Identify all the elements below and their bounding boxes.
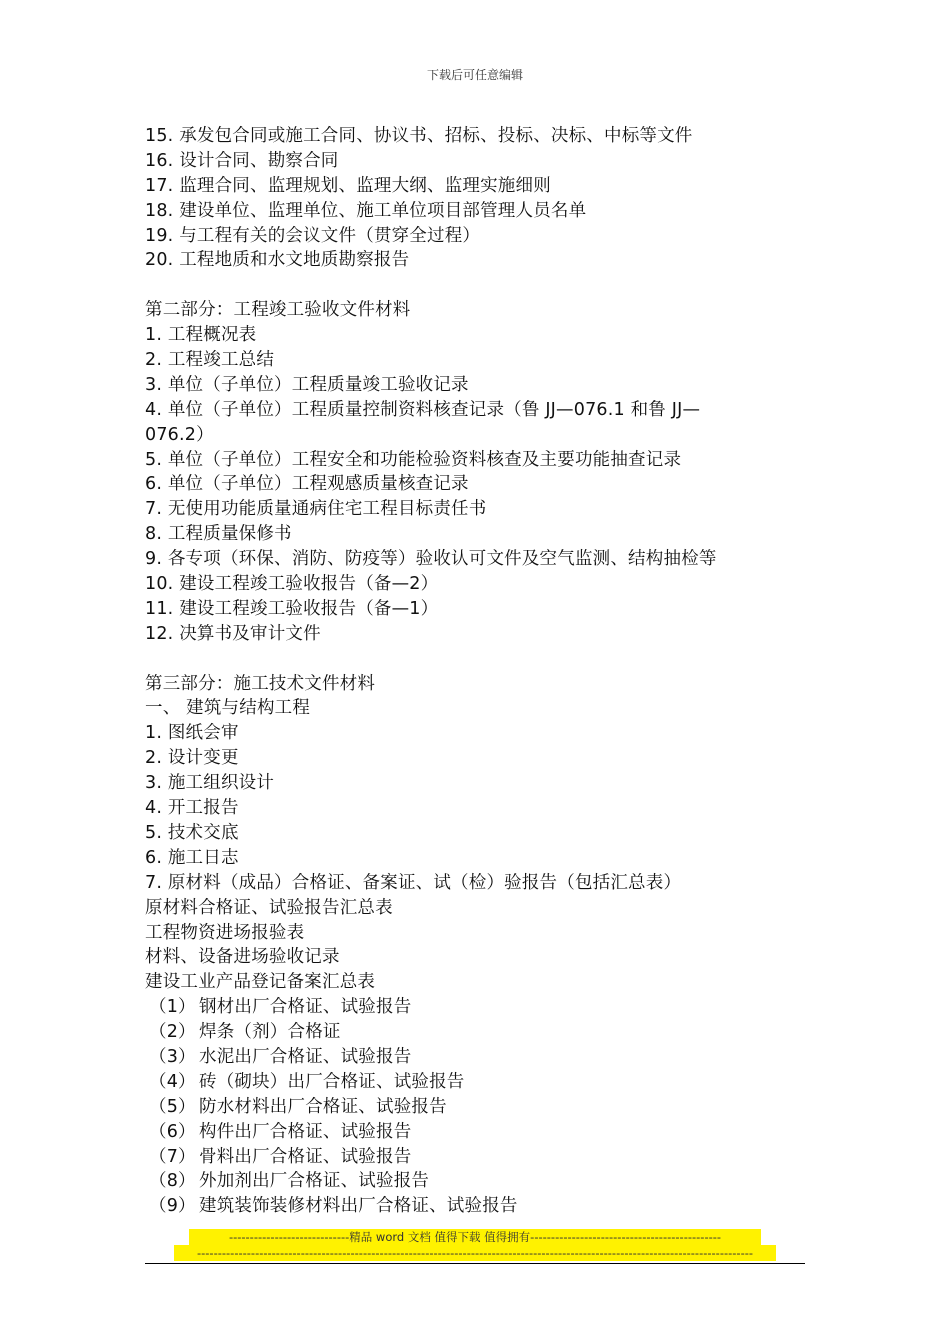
document-line: 2. 工程竣工总结 [145, 350, 275, 371]
sub-list-text: 砖（砌块）出厂合格证、试验报告 [199, 1071, 465, 1092]
sub-list-number: （9） [149, 1196, 196, 1217]
footer-dash-line [0, 1245, 950, 1264]
document-line: 15. 承发包合同或施工合同、协议书、招标、投标、决标、中标等文件 [145, 126, 693, 146]
sub-list-item [145, 1045, 785, 1070]
sub-list-text: 外加剂出厂合格证、试验报告 [199, 1171, 430, 1192]
document-line: 9. 各专项（环保、消防、防疫等）验收认可文件及空气监测、结构抽检等 [145, 549, 717, 570]
sub-list-number: （3） [149, 1046, 196, 1067]
document-line: 2. 设计变更 [145, 748, 239, 769]
document-line: 19. 与工程有关的会议文件（贯穿全过程） [145, 225, 481, 246]
sub-list-number: （6） [149, 1121, 196, 1142]
document-line: 工程物资进场报验表 [145, 922, 305, 943]
document-line: 16. 设计合同、勘察合同 [145, 150, 339, 171]
sub-list-number: （8） [149, 1171, 196, 1192]
sub-list-number: （4） [149, 1071, 196, 1092]
footer-dash-text: -------------------------------------------------------------------------------------------------------------------------------------- [174, 1245, 776, 1261]
document-line: 材料、设备进场验收记录 [145, 947, 340, 968]
document-line: 3. 施工组织设计 [145, 773, 275, 794]
sub-list-text: 构件出厂合格证、试验报告 [199, 1121, 412, 1142]
document-line: 6. 施工日志 [145, 847, 239, 868]
document-line: 建设工业产品登记备案汇总表 [145, 972, 376, 993]
document-line: 17. 监理合同、监理规划、监理大纲、监理实施细则 [145, 175, 551, 196]
footer-banner-text: -----------------------------精品 word 文档 值得下载 值得拥有---------------------------------------------- [189, 1229, 761, 1245]
document-line: 一、 建筑与结构工程 [145, 698, 311, 719]
document-line: 原材料合格证、试验报告汇总表 [145, 897, 393, 918]
sub-list-text: 水泥出厂合格证、试验报告 [199, 1046, 412, 1067]
sub-list-item [145, 1020, 785, 1045]
document-line: 第二部分：工程竣工验收文件材料 [145, 300, 411, 321]
document-line: 20. 工程地质和水文地质勘察报告 [145, 250, 410, 271]
blank-line [145, 647, 785, 672]
document-line: 12. 决算书及审计文件 [145, 623, 321, 644]
document-line: 11. 建设工程竣工验收报告（备—1） [145, 598, 439, 619]
sub-list-text: 焊条（剂）合格证 [199, 1022, 341, 1043]
footer-rule [145, 1263, 805, 1264]
document-line: 076.2） [145, 424, 214, 445]
blank-line [145, 273, 785, 298]
sub-list-item [145, 1070, 785, 1095]
document-line: 第三部分：施工技术文件材料 [145, 673, 376, 694]
sub-list-item [145, 1145, 785, 1170]
sub-list-item [145, 995, 785, 1020]
document-line: 5. 单位（子单位）工程安全和功能检验资料核查及主要功能抽查记录 [145, 449, 682, 470]
document-line: 1. 工程概况表 [145, 325, 257, 346]
document-line: 10. 建设工程竣工验收报告（备—2） [145, 574, 439, 595]
document-line: 5. 技术交底 [145, 822, 239, 843]
sub-list-text: 建筑装饰装修材料出厂合格证、试验报告 [199, 1196, 518, 1217]
document-line: 7. 无使用功能质量通病住宅工程目标责任书 [145, 499, 487, 520]
document-line: 18. 建设单位、监理单位、施工单位项目部管理人员名单 [145, 200, 587, 221]
document-line: 8. 工程质量保修书 [145, 524, 292, 545]
sub-list-item [145, 1120, 785, 1145]
sub-list-number: （7） [149, 1146, 196, 1167]
sub-list-number: （2） [149, 1022, 196, 1043]
sub-list-number: （5） [149, 1096, 196, 1117]
sub-list-item [145, 1095, 785, 1120]
sub-list-item [145, 1194, 785, 1219]
sub-list-text: 钢材出厂合格证、试验报告 [199, 997, 412, 1018]
document-line: 4. 开工报告 [145, 798, 239, 819]
document-line: 3. 单位（子单位）工程质量竣工验收记录 [145, 374, 469, 395]
page-header: 下载后可任意编辑 [426, 68, 523, 82]
document-line: 6. 单位（子单位）工程观感质量核查记录 [145, 474, 469, 495]
sub-list-text: 骨料出厂合格证、试验报告 [199, 1146, 412, 1167]
sub-list-item [145, 1169, 785, 1194]
sub-list-text: 防水材料出厂合格证、试验报告 [199, 1096, 447, 1117]
sub-list-number: （1） [149, 997, 196, 1018]
document-line: 4. 单位（子单位）工程质量控制资料核查记录（鲁 JJ—076.1 和鲁 JJ— [145, 399, 701, 420]
document-line: 1. 图纸会审 [145, 723, 239, 744]
document-body [145, 124, 785, 1219]
document-line: 7. 原材料（成品）合格证、备案证、试（检）验报告（包括汇总表） [145, 872, 682, 893]
